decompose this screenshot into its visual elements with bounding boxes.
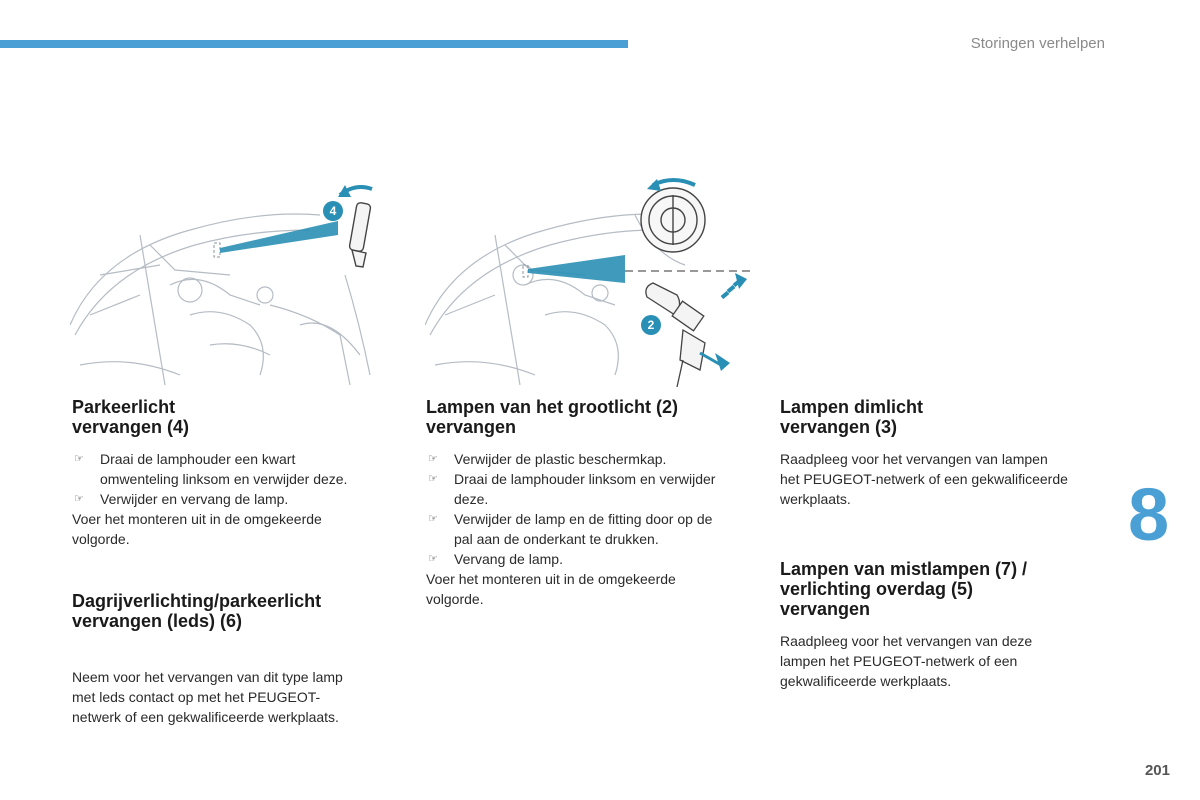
pointing-hand-icon: ☞ bbox=[428, 553, 438, 565]
page-number: 201 bbox=[1144, 762, 1170, 779]
column-low-beam-fog bbox=[780, 397, 1100, 691]
column-high-beam bbox=[426, 397, 746, 609]
pointing-hand-icon: ☞ bbox=[428, 453, 438, 465]
list-item: ☞ Verwijder de plastic beschermkap. bbox=[428, 451, 667, 467]
section-title: Storingen verhelpen bbox=[970, 35, 1105, 52]
chapter-number: 8 bbox=[1128, 473, 1170, 556]
list-item: ☞ Draai de lamphouder linksom en verwijder deze. bbox=[428, 471, 716, 507]
pointing-hand-icon: ☞ bbox=[74, 453, 84, 465]
header-accent-bar bbox=[0, 40, 628, 48]
heading-parking-light: Parkeerlicht vervangen (4) bbox=[72, 397, 190, 437]
high-beam-illustration bbox=[425, 175, 755, 387]
pointing-hand-icon: ☞ bbox=[428, 513, 438, 525]
low-beam-text: Raadpleeg voor het vervangen van lampen het PEUGEOT-netwerk of een gekwalificeerde werkplaats. bbox=[780, 451, 1068, 507]
pointing-hand-icon: ☞ bbox=[428, 473, 438, 485]
step-badge-4: 4 bbox=[329, 204, 337, 218]
list-item: ☞ Vervang de lamp. bbox=[428, 551, 563, 567]
heading-fog-lights: Lampen van mistlampen (7) / verlichting overdag (5) vervangen bbox=[780, 559, 1028, 619]
parking-light-steps bbox=[72, 449, 392, 509]
fog-lights-text: Raadpleeg voor het vervangen van deze lampen het PEUGEOT-netwerk of een gekwalificeerde werkplaats. bbox=[780, 633, 1033, 689]
high-beam-steps bbox=[426, 449, 746, 569]
list-item: ☞ Verwijder en vervang de lamp. bbox=[74, 491, 289, 507]
reassembly-note: Voer het monteren uit in de omgekeerde volgorde. bbox=[72, 511, 322, 547]
reassembly-note: Voer het monteren uit in de omgekeerde volgorde. bbox=[426, 571, 676, 607]
heading-low-beam: Lampen dimlicht vervangen (3) bbox=[780, 397, 924, 437]
list-item: ☞ Draai de lamphouder een kwart omwenteling linksom en verwijder deze. bbox=[74, 451, 348, 487]
column-parking-light bbox=[72, 397, 392, 727]
parking-light-illustration bbox=[70, 175, 380, 387]
list-item: ☞ Verwijder de lamp en de fitting door op de pal aan de onderkant te drukken. bbox=[428, 511, 713, 547]
heading-daytime-running-light: Dagrijverlichting/parkeerlicht vervangen (leds) (6) bbox=[72, 591, 322, 631]
pointing-hand-icon: ☞ bbox=[74, 493, 84, 505]
step-badge-2: 2 bbox=[647, 318, 655, 332]
heading-high-beam: Lampen van het grootlicht (2) vervangen bbox=[426, 397, 679, 437]
daytime-running-light-text: Neem voor het vervangen van dit type lamp met leds contact op met het PEUGEOT- netwerk of een gekwalificeerde werkplaats. bbox=[72, 669, 343, 725]
